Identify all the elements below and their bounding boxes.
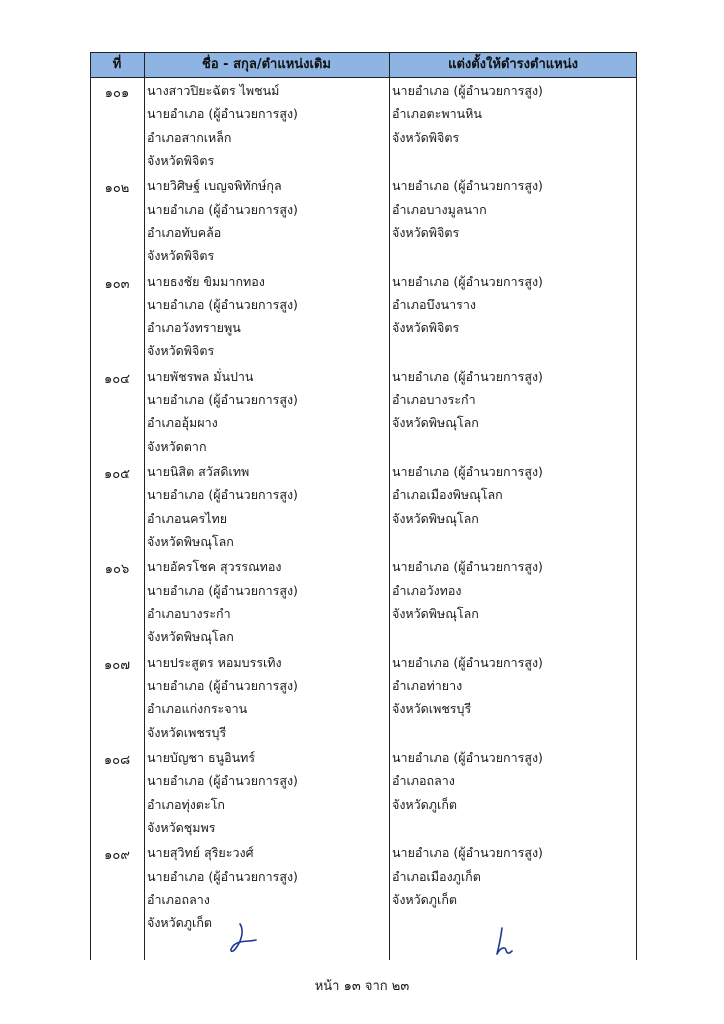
- original-position-line: นายสุวิทย์ สุริยะวงศ์: [147, 845, 254, 861]
- new-position-line: จังหวัดพิจิตร: [392, 320, 460, 336]
- new-position-line: นายอำเภอ (ผู้อำนวยการสูง): [392, 559, 543, 575]
- signature-mark-right: [488, 924, 518, 960]
- appointment-table: [90, 52, 637, 960]
- original-position-line: อำเภออุ้มผาง: [147, 415, 218, 431]
- original-position-line: อำเภอแก่งกระจาน: [147, 701, 248, 717]
- new-position-line: อำเภอเมืองพิษณุโลก: [392, 487, 503, 503]
- new-position-line: อำเภอวังทอง: [392, 582, 462, 598]
- new-position-line: อำเภอบางระกำ: [392, 392, 476, 408]
- original-position-line: นายอำเภอ (ผู้อำนวยการสูง): [147, 487, 298, 503]
- new-position-line: อำเภอบึงนาราง: [392, 296, 476, 312]
- original-position-line: จังหวัดเพชรบุรี: [147, 724, 227, 740]
- original-position-line: อำเภอวังทรายพูน: [147, 320, 241, 336]
- row-number: ๑๐๒: [104, 181, 130, 197]
- row-number: ๑๐๖: [104, 562, 130, 578]
- header-name: ชื่อ - สกุล/ตำแหน่งเดิม: [202, 57, 331, 72]
- new-position-line: จังหวัดพิษณุโลก: [392, 415, 479, 431]
- original-position-line: จังหวัดพิษณุโลก: [147, 534, 234, 550]
- new-position-line: นายอำเภอ (ผู้อำนวยการสูง): [392, 368, 543, 384]
- row-number: ๑๐๗: [104, 657, 130, 673]
- original-position-line: อำเภอสากเหล็ก: [147, 129, 232, 145]
- original-position-line: อำเภอนครไทย: [147, 510, 228, 526]
- signature-mark-left: [222, 918, 262, 958]
- row-number: ๑๐๘: [103, 753, 131, 769]
- new-position-line: นายอำเภอ (ผู้อำนวยการสูง): [392, 464, 543, 480]
- new-position-line: อำเภอถลาง: [392, 773, 455, 789]
- original-position-line: จังหวัดชุมพร: [147, 819, 216, 835]
- header-no: ที่: [112, 57, 122, 72]
- original-position-line: จังหวัดภูเก็ต: [147, 915, 213, 931]
- page-footer: หน้า ๑๓ จาก ๒๓: [314, 979, 410, 994]
- new-position-line: อำเภอบางมูลนาก: [392, 201, 487, 217]
- original-position-line: นายธงชัย ขิมมากทอง: [147, 273, 265, 289]
- original-position-line: นายอำเภอ (ผู้อำนวยการสูง): [147, 868, 298, 884]
- new-position-line: อำเภอตะพานหิน: [392, 106, 482, 122]
- original-position-line: นายอำเภอ (ผู้อำนวยการสูง): [147, 678, 298, 694]
- row-number: ๑๐๑: [104, 86, 130, 101]
- original-position-line: จังหวัดพิษณุโลก: [147, 629, 234, 645]
- new-position-line: นายอำเภอ (ผู้อำนวยการสูง): [392, 178, 543, 194]
- new-position-line: จังหวัดเพชรบุรี: [392, 701, 472, 717]
- original-position-line: นายอำเภอ (ผู้อำนวยการสูง): [147, 296, 298, 312]
- original-position-line: นายบัญชา ธนูอินทร์: [147, 750, 256, 766]
- new-position-line: จังหวัดภูเก็ต: [392, 891, 458, 907]
- original-position-line: นายประสูตร หอมบรรเทิง: [147, 654, 282, 670]
- new-position-line: จังหวัดพิจิตร: [392, 224, 460, 240]
- original-position-line: นายอำเภอ (ผู้อำนวยการสูง): [147, 392, 298, 408]
- row-number: ๑๐๕: [103, 467, 131, 483]
- column-divider: [144, 52, 145, 960]
- new-position-line: จังหวัดพิษณุโลก: [392, 606, 479, 622]
- original-position-line: นายอำเภอ (ผู้อำนวยการสูง): [147, 773, 298, 789]
- new-position-line: นายอำเภอ (ผู้อำนวยการสูง): [392, 83, 543, 98]
- original-position-line: จังหวัดพิจิตร: [147, 343, 215, 359]
- header-new-position: แต่งตั้งให้ดำรงตำแหน่ง: [448, 57, 578, 72]
- original-position-line: นายวิศิษฐ์ เบญจพิทักษ์กุล: [147, 178, 282, 194]
- row-number: ๑๐๔: [103, 371, 131, 387]
- original-position-line: จังหวัดตาก: [147, 438, 207, 454]
- row-number: ๑๐๙: [104, 848, 130, 864]
- row-number: ๑๐๓: [104, 276, 130, 292]
- original-position-line: อำเภอทุ่งตะโก: [147, 796, 226, 812]
- original-position-line: นายนิสิต สวัสดิเทพ: [147, 464, 250, 480]
- original-position-line: นายพัชรพล มั่นปาน: [147, 368, 254, 384]
- new-position-line: จังหวัดพิษณุโลก: [392, 510, 479, 526]
- new-position-line: จังหวัดภูเก็ต: [392, 796, 458, 812]
- new-position-line: อำเภอท่ายาง: [392, 678, 463, 694]
- table-frame: [90, 52, 637, 960]
- new-position-line: นายอำเภอ (ผู้อำนวยการสูง): [392, 845, 543, 861]
- new-position-line: นายอำเภอ (ผู้อำนวยการสูง): [392, 273, 543, 289]
- original-position-line: อำเภอทับคล้อ: [147, 224, 222, 240]
- original-position-line: อำเภอถลาง: [147, 891, 210, 907]
- column-divider: [389, 52, 390, 960]
- new-position-line: อำเภอเมืองภูเก็ต: [392, 868, 481, 884]
- original-position-line: อำเภอบางระกำ: [147, 606, 231, 622]
- original-position-line: จังหวัดพิจิตร: [147, 248, 215, 264]
- original-position-line: จังหวัดพิจิตร: [147, 152, 215, 168]
- original-position-line: นายอำเภอ (ผู้อำนวยการสูง): [147, 106, 298, 122]
- new-position-line: นายอำเภอ (ผู้อำนวยการสูง): [392, 654, 543, 670]
- original-position-line: นายอำเภอ (ผู้อำนวยการสูง): [147, 582, 298, 598]
- original-position-line: นายอัครโชค สุวรรณทอง: [147, 559, 282, 575]
- original-position-line: นายอำเภอ (ผู้อำนวยการสูง): [147, 201, 298, 217]
- original-position-line: นางสาวปิยะฉัตร ไพชนม์: [147, 83, 280, 98]
- new-position-line: จังหวัดพิจิตร: [392, 129, 460, 145]
- new-position-line: นายอำเภอ (ผู้อำนวยการสูง): [392, 750, 543, 766]
